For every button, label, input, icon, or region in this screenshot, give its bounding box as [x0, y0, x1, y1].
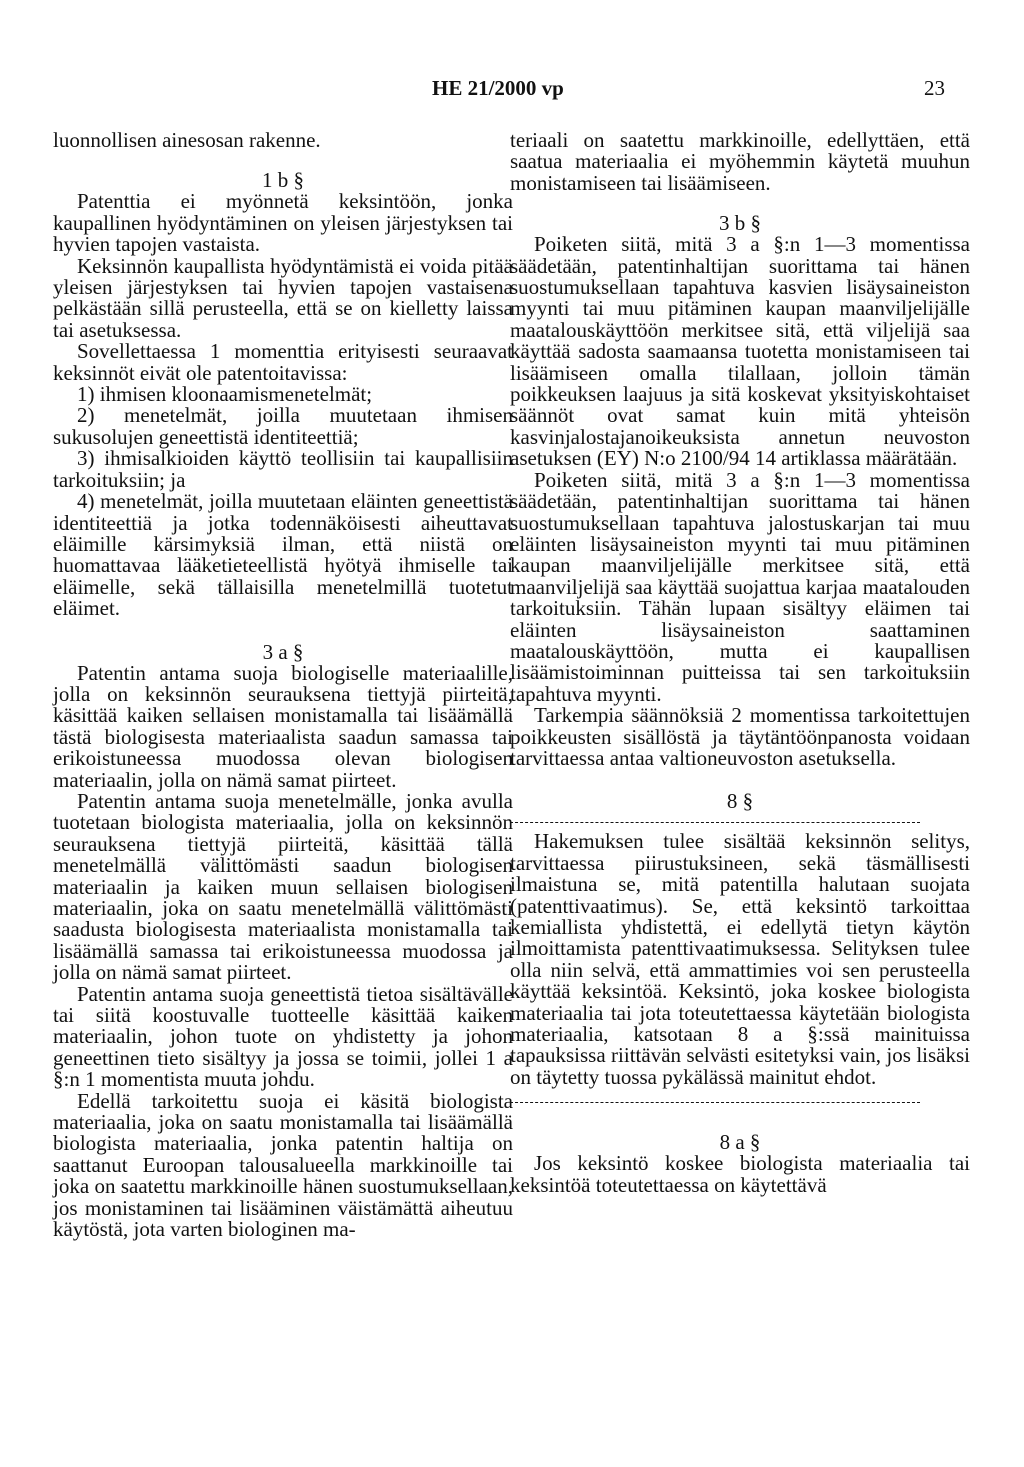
paragraph: Patentin antama suoja biologiselle materiaalille, jolla on keksinnön seurauksena tiettyjä piirteitä, käsittää kaiken sellaisen monistamalla tai lisäämällä tästä biologisesta materiaalista saadun samassa tai erikoistuneessa muodossa olevan biologisen materiaalin, jolla on nämä samat piirteet.	[53, 660, 513, 792]
paragraph: Poiketen siitä, mitä 3 a §:n 1—3 momentissa säädetään, patentinhaltijan suorittama tai hänen suostumuksellaan tapahtuva kasvien lisäysaineiston myynti tai muu pitäminen kaupan maanviljelijälle maatalouskäyttöön merkitsee sitä, että viljelijä saa käyttää sadosta saamaansa tuotetta monistamiseen tai lisäämiseen omalla tilallaan, jolloin tämän poikkeuksen laajuus ja sitä koskevat yksityiskohtaiset säännöt ovat samat kuin mitä yhteisön kasvinjalostajanoikeuksista annetun neuvoston asetuksen (EY) N:o 2100/94 14 artiklassa määrätään.	[510, 232, 970, 471]
left-column	[53, 130, 513, 1241]
list-item: 4) menetelmät, joilla muutetaan eläinten geneettistä identiteettiä ja jotka todennäköisesti aiheuttavat eläimille kärsimyksiä ilman, että niistä on huomattavaa lääketieteellistä hyötyä ihmiselle tai eläimelle, sekä tällaisilla menetelmillä tuotetut eläimet.	[53, 489, 513, 621]
paragraph: Hakemuksen tulee sisältää keksinnön selitys, tarvittaessa piirustuksineen, sekä täsmällisesti ilmaistuna se, mitä patentilla halutaan suojata (patenttivaatimus). Se, että keksintö tarkoittaa kemiallista yhdistettä, ei edellytä tietyn käytön ilmoittamista patenttivaatimuksessa. Selityksen tulee olla niin selvä, että ammattimies voi sen perusteella käyttää keksintöä. Keksintö, joka koskee biologista materiaalia tai jota toteutettaessa käytetään biologista materiaalia, katsotaan 8 a §:ssä mainituissa tapauksissa riittävän selvästi esitetyksi vain, jos lisäksi on täytetty tuossa pykälässä mainitut ehdot.	[510, 829, 970, 1089]
section-heading-3b: 3 b §	[719, 211, 761, 236]
paragraph: Poiketen siitä, mitä 3 a §:n 1—3 momentissa säädetään, patentinhaltijan suorittama tai hänen suostumuksellaan tapahtuva jalostuskarjan tai muu eläinten lisäysaineiston myynti tai muu pitäminen kaupan maanviljelijälle merkitsee sitä, että maanviljelijä saa käyttää suojattua karjaa maatalouden tarkoituksiin. Tähän lupaan sisältyy eläimen tai eläinten lisäysaineiston saattaminen maatalouskäyttöön, mutta ei kaupallisen lisäämistoiminnan puitteissa tai sen tarkoituksiin tapahtuva myynti.	[510, 467, 970, 706]
section-heading-8: 8 §	[726, 789, 754, 814]
paragraph: Edellä tarkoitettu suoja ei käsitä biologista materiaalia, joka on saatu monistamalla tai lisäämällä biologista materiaalia, jonka patentin haltija on saattanut Euroopan talousalueella markkinoille tai joka on saatettu markkinoille hänen suostumuksellaan, jos monistaminen tai lisääminen väistämättä aiheutuu käytöstä, jota varten biologinen ma-	[53, 1088, 513, 1242]
list-item: 2) menetelmät, joilla muutetaan ihmisen sukusolujen geneettistä identiteettiä;	[53, 403, 513, 449]
paragraph: luonnollisen ainesosan rakenne.	[53, 128, 321, 152]
paragraph: Patenttia ei myönnetä keksintöön, jonka kaupallinen hyödyntäminen on yleisen järjestyksen tai hyvien tapojen vastaista.	[53, 189, 513, 257]
paragraph: Jos keksintö koskee biologista materiaalia tai keksintöä toteutettaessa on käytettävä	[510, 1151, 970, 1197]
section-heading-8a: 8 a §	[719, 1130, 761, 1155]
paragraph: Tarkempia säännöksiä 2 momentissa tarkoitettujen poikkeusten sisällöstä ja täytäntöönpanosta voidaan tarvittaessa antaa valtioneuvoston asetuksella.	[510, 703, 970, 770]
section-heading-1b: 1 b §	[262, 168, 304, 193]
running-header-title: HE 21/2000 vp	[432, 76, 564, 100]
list-item: 1) ihmisen kloonaamismenetelmät;	[77, 382, 373, 407]
paragraph: Patentin antama suoja geneettistä tietoa sisältävälle tai siitä koostuvalle tuotteelle käsittää kaiken materiaalin, johon tuote on yhdistetty ja johon geneettinen tieto sisältyy ja jossa se toimii, jollei 1 a §:n 1 momentista muuta johdu.	[53, 981, 513, 1092]
page-number: 23	[924, 76, 945, 100]
paragraph: teriaali on saatettu markkinoille, edellyttäen, että saatua materiaalia ei myöhemmin käytetä muuhun monistamiseen tai lisäämiseen.	[510, 128, 970, 195]
paragraph: Patentin antama suoja menetelmälle, jonka avulla tuotetaan biologista materiaalia, jolla on keksinnön seurauksena tiettyjä piirteitä, käsittää tällä menetelmällä välittömästi saadun biologisen materiaalin ja kaiken muun sellaisen biologisen materiaalin, joka on saatu menetelmällä välittömästi saadusta biologisesta materiaalista monistamalla tai lisäämällä samassa tai erikoistuneessa muodossa ja jolla on nämä samat piirteet.	[53, 788, 513, 985]
paragraph: Sovellettaessa 1 momenttia erityisesti seuraavat keksinnöt eivät ole patentoitavissa:	[53, 339, 513, 385]
omission-dashes	[510, 1102, 920, 1103]
omission-dashes	[510, 822, 920, 823]
paragraph: Keksinnön kaupallista hyödyntämistä ei voida pitää yleisen järjestyksen tai hyvien tapojen vastaisena pelkästään sillä perusteella, että se on kielletty laissa tai asetuksessa.	[53, 253, 513, 342]
list-item: 3) ihmisalkioiden käyttö teollisiin tai kaupallisiin tarkoituksiin; ja	[53, 446, 513, 492]
section-heading-3a: 3 a §	[262, 639, 304, 664]
right-column	[510, 130, 970, 1196]
